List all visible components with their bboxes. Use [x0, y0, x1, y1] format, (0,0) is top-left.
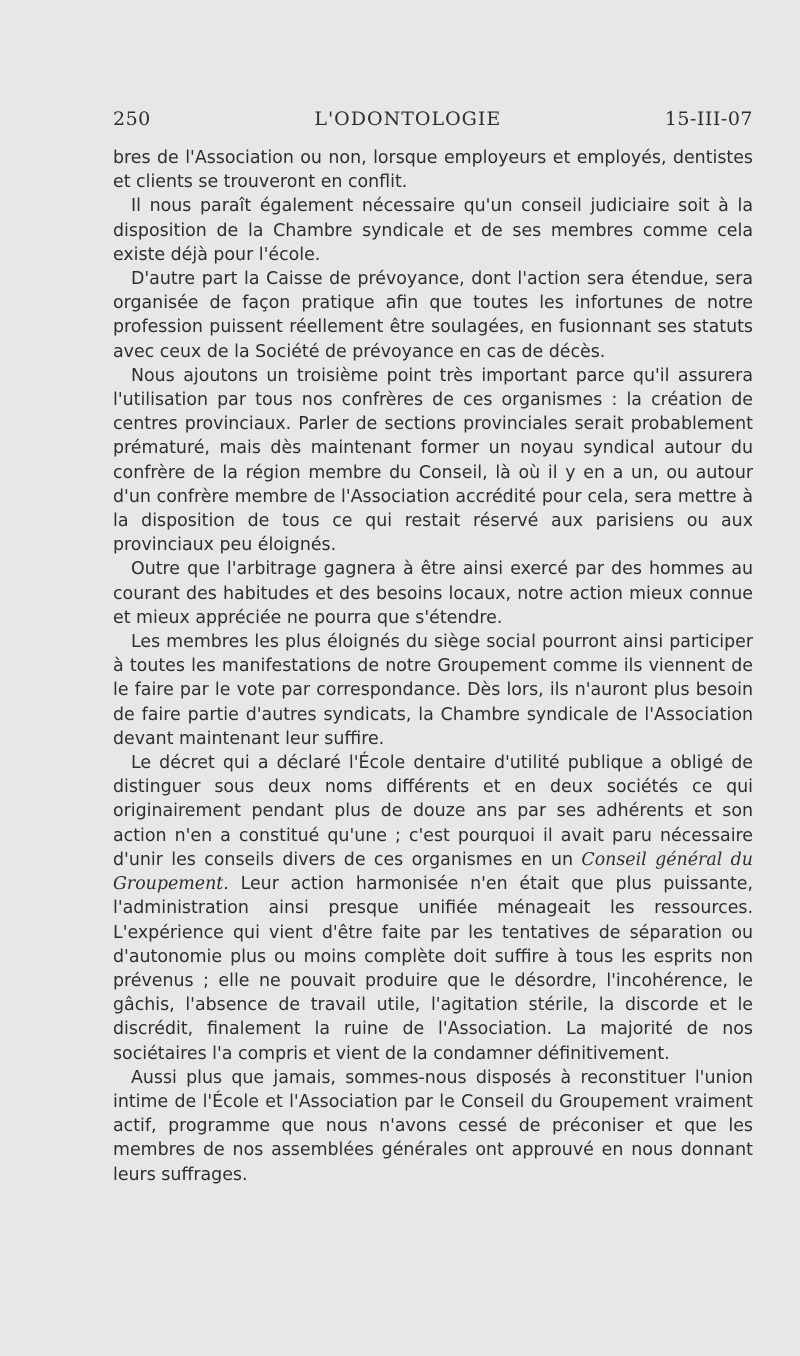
paragraph: Nous ajoutons un troisième point très important parce qu'il assurera l'utilisation par tous nos confrères de ces organismes : la création de centres provinciaux. Parler de sections provinciales serait probablement prématuré, mais dès maintenant former un noyau syndical autour du confrère de la région membre du Conseil, là où il y en a un, ou autour d'un confrère membre de l'Association accrédité pour cela, sera mettre à la disposition de tous ce qui restait réservé aux parisiens ou aux provinciaux peu éloignés. [113, 365, 753, 556]
paragraph-decret [113, 751, 753, 1066]
article-body [113, 146, 753, 1187]
issue-date: 15-III-07 [664, 108, 753, 130]
paragraph: Outre que l'arbitrage gagnera à être ainsi exercé par des hommes au courant des habitudes et des besoins locaux, notre action mieux connue et mieux appréciée ne pourra que s'étendre. [113, 559, 753, 628]
page-number: 250 [113, 108, 151, 130]
paragraph: D'autre part la Caisse de prévoyance, dont l'action sera étendue, sera organisée de façon pratique afin que toutes les infortunes de notre profession puissent réellement être soulagées, en fusionnant ses statuts avec ceux de la Société de prévoyance en cas de décès. [113, 269, 753, 362]
paragraph: Aussi plus que jamais, sommes-nous disposés à reconstituer l'union intime de l'École et l'Association par le Conseil du Groupement vraiment actif, programme que nous n'avons cessé de préconiser et que les membres de nos assemblées générales ont approuvé en nous donnant leurs suffrages. [113, 1067, 753, 1185]
paragraph: Les membres les plus éloignés du siège social pourront ainsi participer à toutes les manifestations de notre Groupement comme ils viennent de le faire par le vote par correspondance. Dès lors, ils n'auront plus besoin de faire partie d'autres syndicats, la Chambre syndicale de l'Association devant maintenant leur suffire. [113, 632, 753, 749]
paragraph: Il nous paraît également nécessaire qu'un conseil judiciaire soit à la disposition de la Chambre syndicale et de ses membres comme cela existe déjà pour l'école. [113, 196, 753, 265]
paragraph-text: Le décret qui a déclaré l'École dentaire d'utilité publique a obligé de distinguer sous deux noms différents et en deux sociétés ce qui originairement pendant plus de douze ans par ses adhérents et son action n'en a constitué qu'une ; c'est pourquoi il avait paru nécessaire d'unir les conseils divers de ces organismes en un [113, 753, 753, 870]
running-header [113, 108, 753, 134]
journal-title: L'ODONTOLOGIE [314, 108, 502, 130]
page [113, 108, 753, 1187]
paragraph-text: Leur action harmonisée n'en était que plus puissante, l'administration ainsi presque unifiée ménageait les ressources. L'expérience qui vient d'être faite par les tentatives de séparation ou d'autonomie plus ou moins complète doit suffire à tous les esprits non prévenus ; elle ne pouvait produire que le désordre, l'incohérence, le gâchis, l'absence de travail utile, l'agitation stérile, la discorde et le discrédit, finalement la ruine de l'Association. La majorité de nos sociétaires l'a compris et vient de la condamner définitivement. [113, 874, 753, 1064]
paragraph-continuation: bres de l'Association ou non, lorsque employeurs et employés, dentistes et clients se trouveront en conflit. [113, 148, 753, 193]
italic-term: Conseil général du Groupement. [113, 849, 753, 895]
